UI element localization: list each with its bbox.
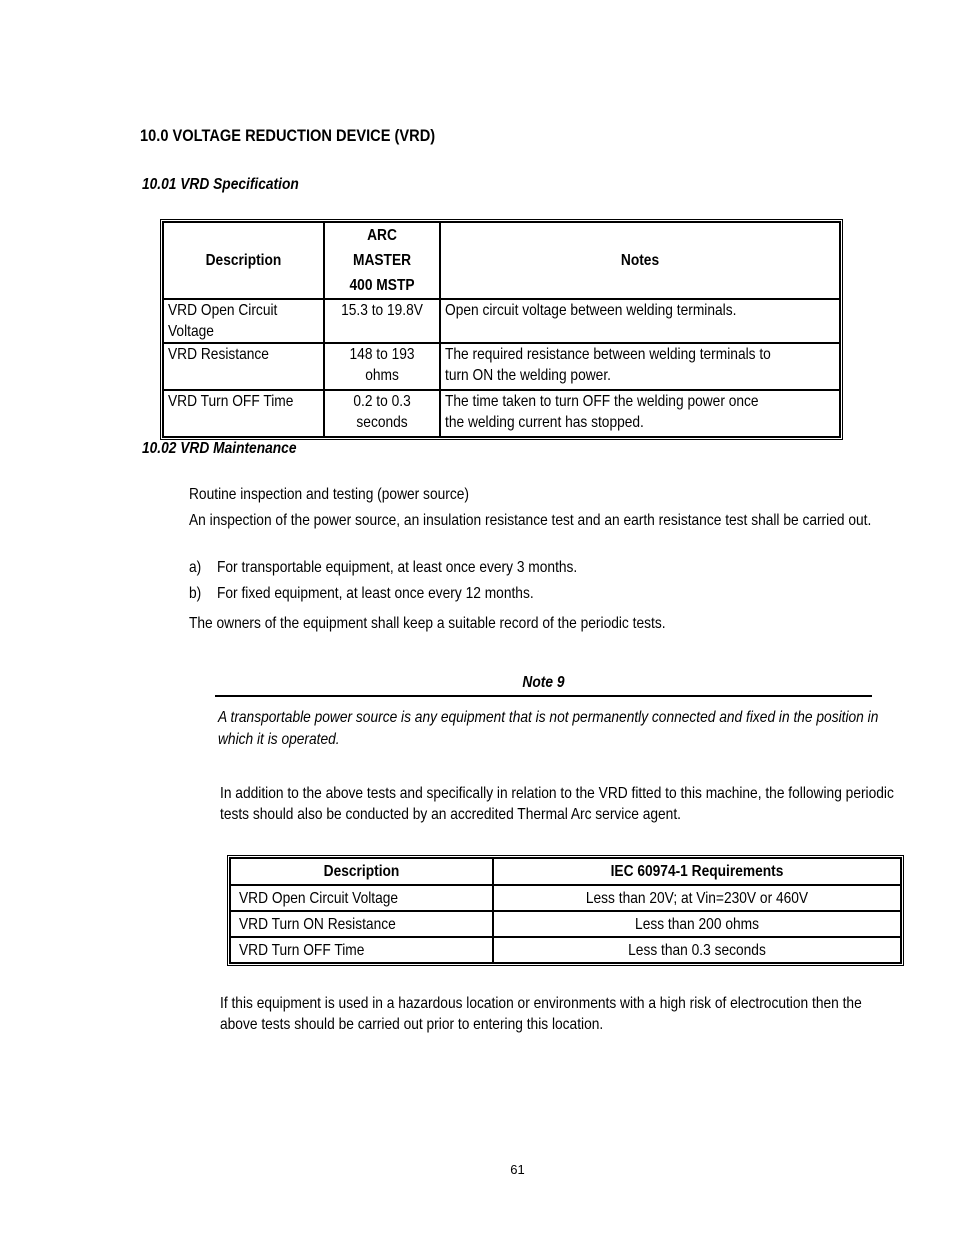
record-text: The owners of the equipment shall keep a suitable record of the periodic tests. bbox=[189, 615, 666, 632]
iec-cell-description: VRD Turn ON Resistance bbox=[230, 911, 493, 937]
table-row bbox=[230, 885, 901, 911]
table-row bbox=[163, 390, 840, 437]
list-item bbox=[189, 583, 203, 604]
spec-table-header bbox=[163, 222, 840, 299]
spec-header-model-line1: ARC MASTER bbox=[352, 227, 412, 269]
spec-cell-value: 15.3 to 19.8V bbox=[324, 299, 440, 343]
spec-header-model bbox=[324, 222, 440, 299]
table-row bbox=[230, 937, 901, 963]
iec-cell-requirement: Less than 0.3 seconds bbox=[493, 937, 901, 963]
maintenance-intro: An inspection of the power source, an insulation resistance test and an earth resistance test shall be carried out. bbox=[189, 512, 872, 529]
spec-cell-description: VRD Open Circuit Voltage bbox=[163, 299, 324, 343]
section-title: 10.0 VOLTAGE REDUCTION DEVICE (VRD) bbox=[140, 126, 436, 145]
list-marker: a) bbox=[189, 559, 202, 576]
list-item-text: For fixed equipment, at least once every 12 months. bbox=[217, 585, 534, 602]
spec-header-model-line2: 400 MSTP bbox=[349, 277, 415, 294]
spec-cell-description: VRD Turn OFF Time bbox=[163, 390, 324, 437]
table-row bbox=[163, 343, 840, 390]
spec-cell-value: 0.2 to 0.3 seconds bbox=[324, 390, 440, 437]
vrd-spec-table bbox=[160, 219, 843, 440]
hazard-text: If this equipment is used in a hazardous location or environments with a high risk of electrocution then the above tests should be carried out prior to entering this location. bbox=[220, 995, 862, 1033]
additional-tests-text: In addition to the above tests and specifically in relation to the VRD fitted to this machine, the following periodic tests should also be conducted by an accredited Thermal Arc service agent. bbox=[220, 785, 894, 823]
iec-header-requirements: IEC 60974-1 Requirements bbox=[493, 858, 901, 885]
spec-cell-notes: Open circuit voltage between welding terminals. bbox=[440, 299, 840, 343]
list-marker: b) bbox=[189, 585, 202, 602]
note-title: Note 9 bbox=[522, 674, 565, 691]
iec-header-description: Description bbox=[230, 858, 493, 885]
iec-table-header bbox=[230, 858, 901, 885]
maintenance-subheading: Routine inspection and testing (power source) bbox=[189, 486, 469, 503]
note-divider bbox=[215, 695, 872, 697]
iec-cell-description: VRD Open Circuit Voltage bbox=[230, 885, 493, 911]
spec-cell-description: VRD Resistance bbox=[163, 343, 324, 390]
spec-header-notes: Notes bbox=[440, 222, 840, 299]
spec-cell-notes: The time taken to turn OFF the welding power once the welding current has stopped. bbox=[440, 390, 840, 437]
note-text: A transportable power source is any equipment that is not permanently connected and fixed in the position in which it is operated. bbox=[218, 709, 879, 748]
maintenance-heading: 10.02 VRD Maintenance bbox=[142, 440, 297, 457]
table-row bbox=[230, 911, 901, 937]
list-item-text: For transportable equipment, at least once every 3 months. bbox=[217, 559, 578, 576]
spec-heading: 10.01 VRD Specification bbox=[142, 176, 299, 193]
iec-cell-description: VRD Turn OFF Time bbox=[230, 937, 493, 963]
spec-cell-notes: The required resistance between welding terminals to turn ON the welding power. bbox=[440, 343, 840, 390]
spec-header-description: Description bbox=[163, 222, 324, 299]
iec-cell-requirement: Less than 20V; at Vin=230V or 460V bbox=[493, 885, 901, 911]
table-row bbox=[163, 299, 840, 343]
spec-cell-value: 148 to 193 ohms bbox=[324, 343, 440, 390]
page-number: 61 bbox=[510, 1162, 525, 1177]
list-item bbox=[189, 557, 203, 578]
iec-cell-requirement: Less than 200 ohms bbox=[493, 911, 901, 937]
iec-requirements-table bbox=[227, 855, 904, 966]
